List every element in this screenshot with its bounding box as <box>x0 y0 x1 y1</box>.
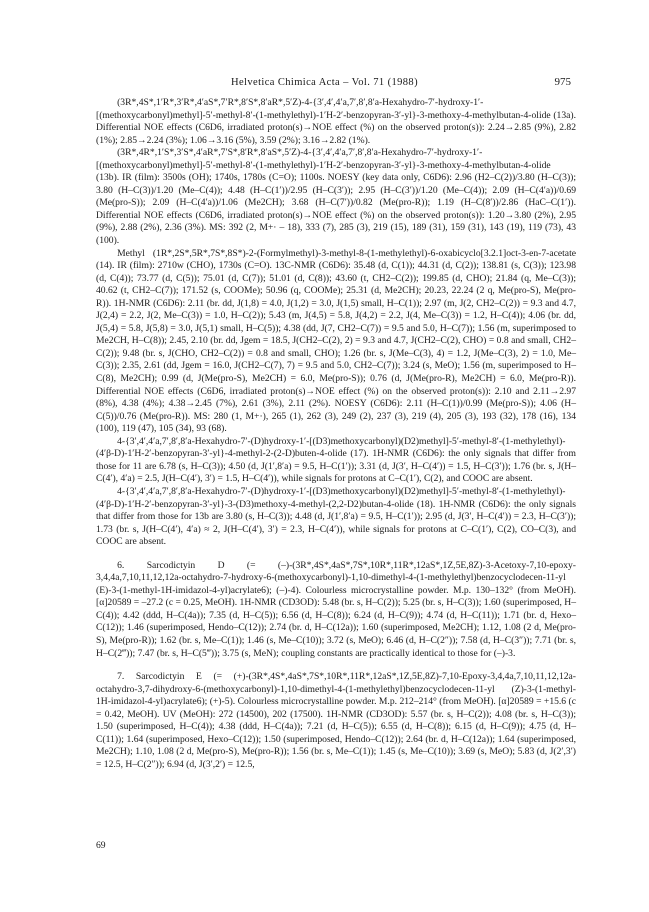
paragraph-compound-18: 4-{3′,4′,4′a,7′,8′,8′a-Hexahydro-7′-(D)hydroxy-1′-[(D3)methoxycarbonyl)(D2)methyl]-5′-methyl-8′-(1-methylethyl)-(4′β-D)-1′H-2′-benzopyran-3′-yl}-3-(D3)methoxy-4-methyl-(2,2-D2)butan-4-olide (18). 1H-NMR (C6D6): the only signals that differ from those for 13b are 3.80 (s, H–C(3)); 4.48 (d, J(1′,8′a) = 9.5, H–C(1′)); 2.95 (d, J(3′, H–C(4′)) = 2.3, H–C(3′)); 1.73 (br. s, J(H–C(4′), 4′a) ≈ 2, J(H–C(4′), 3′) = 2.3, H–C(4′)), while signals for protons at C–C(1′), C(2), CO–C(3), and COOC are absent. <box>96 485 576 548</box>
paragraph-compound-17: 4-{3′,4′,4′a,7′,8′,8′a-Hexahydro-7′-(D)hydroxy-1′-[(D3)methoxycarbonyl)(D2)methyl]-5′-methyl-8′-(1-methylethyl)-(4′β-D)-1′H-2′-benzopyran-3′-yl}-4-methyl-2-(2-D)buten-4-olide (17). 1H-NMR (C6D6): the only signals that differ from those for 11 are 6.78 (s, H–C(3)); 4.50 (d, J(1′,8′a) = 9.5, H–C(1′)); 3.31 (d, J(3′, H–C(4′)) = 1.5, H–C(3′)); 1.76 (br. s, J(H–C(4′), 4′a) = 2.5, J(H–C(4′), 3′) = 1.5, H–C(4′)), while signals for protons at C–C(1′), C(2), and COOC are absent. <box>96 435 576 485</box>
paragraph-sarcodictyin-e: 7. Sarcodictyin E (= (+)-(3R*,4S*,4aS*,7S*,10R*,11R*,12aS*,1Z,5E,8Z)-7,10-Epoxy-3,4,4a,7,10,11,12,12a-octahydro-3,7-dihydroxy-6-(methoxycarbonyl)-1,10-dimethyl-4-(1-methylethyl)benzocyclodecen-11-yl (Z)-3-(1-methyl-1H-imidazol-4-yl)acrylate6); (+)-5). Colourless microcrystalline powder. M.p. 212–214° (from MeOH). [α]20589 = +15.6 (c = 0.42, MeOH). UV (MeOH): 272 (14500), 202 (17500). 1H-NMR (CD3OD): 5.57 (br. s, H–C(2)); 4.08 (br. s, H–C(3)); 1.50 (superimposed, H–C(4)); 4.38 (ddd, H–C(4a)); 7.21 (d, H–C(5)); 6.55 (d, H–C(8)); 6.15 (d, H–C(9)); 4.75 (d, H–C(11)); 1.64 (superimposed, Hexo–C(12)); 1.50 (superimposed, Hendo–C(12)); 2.64 (br. d, H–C(12a)); 1.64 (superimposed, Me2CH); 1.10, 1.08 (2 d, Me(pro-S), Me(pro-R)); 1.56 (br. s, Me–C(1)); 1.45 (s, Me–C(10)); 3.69 (s, MeO); 5.83 (d, J(2′,3′) = 12.5, H–C(2″)); 6.94 (d, J(3′,2′) = 12.5, <box>96 671 576 770</box>
paragraph-compound-14: Methyl (1R*,2S*,5R*,7S*,8S*)-2-(Formylmethyl)-3-methyl-8-(1-methylethyl)-6-oxabicyclo[3.2.1]oct-3-en-7-acetate (14). IR (film): 2710w (CHO), 1730s (C=O). 13C-NMR (C6D6): 35.48 (d, C(1)); 44.31 (d, C(2)); 138.81 (s, C(3)); 123.98 (d, C(4)); 73.77 (d, C(5)); 75.01 (d, C(7)); 51.01 (d, C(8)); 43.60 (t, CH2–C(2)); 199.85 (d, CHO); 21.84 (q, Me–C(3)); 40.62 (t, CH2–C(7)); 171.52 (s, COOMe); 50.96 (q, COOMe); 25.31 (d, Me2CH); 20.23, 22.24 (2 q, Me(pro-S), Me(pro-R)). 1H-NMR (C6D6): 2.11 (br. dd, J(1,8) = 4.0, J(1,2) = 3.0, J(1,5) small, H–C(1)); 2.97 (m, J(2, CH2–C(2)) = 9.3 and 4.7, J(2,4) = 2.2, J(2, Me–C(3)) = 1.0, H–C(2)); 5.43 (m, J(4,5) = 5.8, J(4,2) = 2.2, J(4, Me–C(3)) = 1.2, H–C(4)); 4.06 (br. dd, J(5,4) = 5.8, J(5,8) = 3.0, J(5,1) small, H–C(5)); 4.38 (dd, J(7, CH2–C(7)) = 9.5 and 5.0, H–C(7)); 1.56 (m, superimposed to Me2CH, H–C(8)); 2.45, 2.10 (br. dd, Jgem = 18.5, J(CH2–C(2), 2) = 9.3 and 4.7, J(CH2–C(2), CHO) = 0.8 and small, CH2–C(2)); 9.48 (br. s, J(CHO, CH2–C(2)) = 0.8 and small, CHO); 1.26 (br. s, J(Me–C(3), 4) = 1.2, J(Me–C(3), 2) = 1.0, Me–C(3)); 2.35, 2.61 (dd, Jgem = 16.0, J(CH2–C(7), 7) = 9.5 and 5.0, CH2–C(7)); 3.24 (s, MeO); 1.56 (m, superimposed to H–C(8), Me2CH); 0.99 (d, J(Me(pro-S), Me2CH) = 6.0, Me(pro-S)); 0.76 (d, J(Me(pro-R), Me2CH) = 6.0, Me(pro-R)). Differential NOE effects (C6D6, irradiated proton(s)→NOE effect (%) on the observed proton(s)): 2.10 and 2.11→2.97 (8%), 4.38 (4%); 4.38→2.45 (7%), 2.61 (3%), 2.11 (2%). NOESY (C6D6): 2.11 (H–C(1))/0.99 (Me(pro-S)); 4.06 (H–C(5))/0.76 (Me(pro-R)). MS: 280 (1, M+·), 265 (1), 262 (3), 249 (2), 237 (3), 219 (4), 205 (3), 193 (32), 178 (16), 134 (100), 119 (47), 105 (34), 93 (68). <box>96 247 576 435</box>
running-head: Helvetica Chimica Acta – Vol. 71 (1988) <box>231 77 418 88</box>
paragraph-compound-13a: (3R*,4S*,1′R*,3′R*,4′aS*,7′R*,8′S*,8′aR*,5′Z)-4-{3′,4′,4′a,7′,8′,8′a-Hexahydro-7′-hydroxy-1′-[(methoxycarbonyl)methyl]-5′-methyl-8′-(1-methylethyl)-1′H-2′-benzopyran-3′-yl}-3-methoxy-4-methylbutan-4-olide (13a). Differential NOE effects (C6D6, irradiated proton(s)→NOE effect (%) on the observed proton(s)): 2.24→2.85 (9%), 2.82 (1%); 2.85→2.24 (3%); 1.06→3.16 (5%), 3.59 (2%); 3.16→2.82 (1%). <box>96 97 576 146</box>
body-text <box>96 97 576 771</box>
paragraph-compound-13b: (3R*,4R*,1′S*,3′S*,4′aR*,7′S*,8′R*,8′aS*,5′Z)-4-{3′,4′,4′a,7′,8′,8′a-Hexahydro-7′-hydroxy-1′-[(methoxycarbonyl)methyl]-5′-methyl-8′-(1-methylethyl)-1′H-2′-benzopyran-3′-yl}-3-methoxy-4-methylbutan-4-olide (13b). IR (film): 3500s (OH); 1740s, 1780s (C=O); 1100s. NOESY (key data only, C6D6): 2.96 (H2–C(2))/3.80 (H–C(3)); 3.80 (H–C(3))/1.20 (Me–C(4)); 4.48 (H–C(1′))/2.95 (H–C(3′)); 2.95 (H–C(3′))/1.20 (Me–C(4)); 2.09 (H–C(4′a))/0.69 (Me(pro-S)); 2.09 (H–C(4′a))/1.06 (Me2CH); 3.68 (H–C(7′))/0.82 (Me(pro-R)); 1.19 (H–C(8′))/2.86 (HaC–C(1′)). Differential NOE effects (C6D6, irradiated proton(s)→NOE effect (%) on the observed proton(s)): 1.20→3.80 (2%), 2.95 (9%), 2.88 (2%), 2.36 (3%). MS: 392 (2, M+· – 18), 333 (7), 285 (3), 219 (15), 189 (31), 159 (31), 143 (19), 119 (73), 43 (100). <box>96 147 576 247</box>
footer-number: 69 <box>96 840 106 851</box>
page-number: 975 <box>554 76 571 88</box>
paragraph-sarcodictyin-d: 6. Sarcodictyin D (= (–)-(3R*,4S*,4aS*,7S*,10R*,11R*,12aS*,1Z,5E,8Z)-3-Acetoxy-7,10-epoxy-3,4,4a,7,10,11,12,12a-octahydro-7-hydroxy-6-(methoxycarbonyl)-1,10-dimethyl-4-(1-methylethyl)benzocyclodecen-11-yl (E)-3-(1-methyl-1H-imidazol-4-yl)acrylate6); (–)-4). Colourless microcrystalline powder. M.p. 130–132° (from MeOH). [α]20589 = –27.2 (c = 0.25, MeOH). 1H-NMR (CD3OD): 5.48 (br. s, H–C(2)); 5.25 (br. s, H–C(3)); 1.60 (superimposed, H–C(4)); 4.42 (ddd, H–C(4a)); 7.35 (d, H–C(5)); 6.56 (d, H–C(8)); 6.24 (d, H–C(9)); 4.74 (d, H–C(11)); 1.71 (br. d, Hexo–C(12)); 1.46 (superimposed, Hendo–C(12)); 2.74 (br. d, H–C(12a)); 1.60 (superimposed, Me2CH); 1.12, 1.08 (2 d, Me(pro-S), Me(pro-R)); 1.62 (br. s, Me–C(1)); 1.46 (s, Me–C(10)); 3.72 (s, MeO); 6.46 (d, H–C(2″)); 7.58 (d, H–C(3″)); 7.71 (br. s, H–C(2‴)); 7.47 (br. s, H–C(5‴)); 3.75 (s, MeN); coupling constants are practically identical to those for (–)-3. <box>96 559 576 659</box>
